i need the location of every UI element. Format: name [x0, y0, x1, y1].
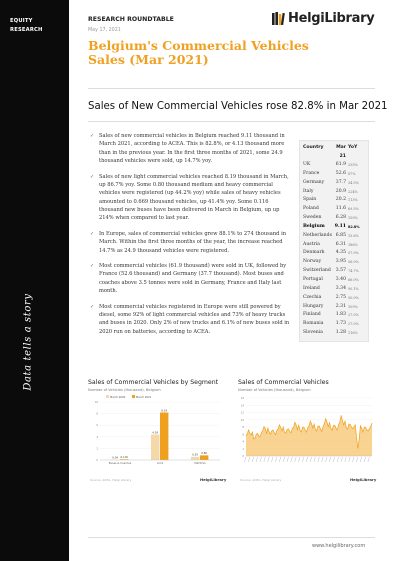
x-tick-mark [356, 457, 358, 462]
cell-value: 4.35 [335, 250, 346, 256]
data-point [356, 438, 357, 439]
x-tick-mark [318, 457, 320, 462]
bullet-text: Sales of new light commercial vehicles reached 8.19 thousand in March, up 86.7% yoy. Some 0.80 thousand medium and heavy commercial vehicles were registered (up 44.2% yoy) while sales of heavy vehicles amounted to 0.669 thousand vehicles, up 41.4% yoy. Some 0.116 thousand new buses have been delivered in March in Belgium, up up 214% when compared to last year. [99, 173, 289, 222]
check-icon: ✓ [90, 230, 95, 237]
page-title: Belgium's Commercial Vehicles Sales (Mar 2021) [88, 38, 309, 67]
data-point [363, 432, 364, 433]
cell-country: Belgium [303, 223, 325, 229]
data-point [327, 422, 328, 423]
bullet-text: Sales of new commercial vehicles in Belgium reached 9.11 thousand in March 2021, according to ACEA. This is 82.8%, or 4.13 thousand more than in the previous year. In the first three months of 2021, some 24.9 thousand vehicles were sold, up 14.7% yoy. [99, 133, 285, 165]
data-point [316, 431, 317, 432]
cell-country: UK [303, 162, 311, 167]
data-point [274, 433, 275, 434]
x-tick-mark [283, 457, 285, 462]
cell-yoy: 113% [348, 198, 358, 203]
data-point [370, 426, 371, 427]
cell-value: 20.9 [335, 188, 346, 194]
cell-yoy: 335% [348, 163, 358, 167]
data-point [286, 433, 287, 434]
x-tick-mark [260, 457, 262, 462]
data-point [322, 431, 323, 432]
y-tick-label: 12 [240, 411, 244, 415]
cell-value: 61.9 [335, 162, 346, 167]
area-fill [246, 415, 372, 456]
data-point [359, 439, 360, 440]
x-tick-mark [248, 457, 250, 462]
cell-country: Finland [303, 312, 321, 318]
y-tick-label: 8 [242, 426, 244, 429]
cell-country: Switzerland [303, 268, 331, 274]
cell-value: 6.85 [335, 232, 346, 238]
check-icon: ✓ [90, 133, 95, 139]
cell-value: 11.6 [335, 206, 346, 212]
data-point [305, 430, 306, 431]
table-row [303, 232, 365, 241]
bullet-item [90, 132, 294, 165]
cell-country: Poland [303, 206, 319, 212]
data-point [315, 429, 316, 430]
data-point [293, 427, 294, 428]
section-tag [10, 17, 43, 34]
data-point [354, 426, 355, 427]
cell-country: Portugal [303, 276, 323, 282]
section-tag-line2: RESEARCH [10, 26, 43, 33]
table-header [303, 143, 365, 161]
cell-value: 3.40 [335, 276, 346, 282]
bullet-item [90, 262, 294, 295]
table-row [303, 311, 365, 320]
cell-country: Germany [303, 179, 325, 185]
check-icon: ✓ [90, 173, 95, 180]
sidebar-slogan: Data tells a story [22, 293, 34, 391]
cell-value: 6.28 [335, 215, 346, 221]
cell-value: 3.95 [335, 259, 346, 265]
x-tick-mark [349, 457, 351, 462]
data-point [268, 428, 269, 429]
y-tick-label: 10 [94, 401, 98, 404]
y-tick-label: 16 [240, 397, 244, 400]
data-point [331, 428, 332, 429]
cell-value: 1.28 [335, 330, 346, 336]
cell-yoy: 27.0% [348, 322, 359, 327]
cell-country: Austria [303, 241, 320, 247]
x-tick-mark [295, 457, 297, 462]
x-tick-mark [314, 457, 316, 462]
table-row [303, 188, 365, 197]
table-row [303, 294, 365, 303]
data-point [282, 431, 283, 432]
bullet-item [90, 173, 294, 223]
table-row [303, 285, 365, 294]
header-yoy: YoY [348, 145, 358, 150]
cell-yoy: 74.7% [348, 269, 359, 274]
cell-value: 1.83 [335, 312, 346, 318]
data-point [255, 438, 256, 439]
cell-yoy: 90.1% [348, 286, 359, 291]
x-tick-mark [329, 457, 331, 462]
cell-value: 6.31 [335, 241, 346, 247]
data-point [364, 427, 365, 428]
segment-chart-logo: HelgiLibrary [200, 477, 227, 482]
history-chart-source: Source: ACEA, Helgi Library [240, 478, 282, 482]
cell-value: 2.75 [335, 294, 346, 300]
sidebar [0, 0, 69, 561]
cell-yoy: 56.0% [348, 260, 359, 265]
data-point [361, 428, 362, 429]
table-row [303, 267, 365, 276]
bullet-list [90, 132, 294, 343]
table-row [303, 214, 365, 223]
x-tick-mark [326, 457, 328, 462]
data-point [301, 432, 302, 433]
cell-yoy: 87% [348, 171, 356, 176]
data-point [297, 429, 298, 430]
data-point [324, 423, 325, 424]
cell-country: France [303, 170, 320, 176]
table-row [303, 258, 365, 267]
bar-data-label: 0.04 [112, 456, 119, 460]
x-tick-mark [306, 457, 308, 462]
cell-country: Denmark [303, 250, 325, 256]
x-tick-mark [291, 457, 293, 462]
data-point [259, 436, 260, 437]
section-tag-line1: EQUITY [10, 18, 33, 24]
table-row [303, 249, 365, 258]
data-point [367, 430, 368, 431]
bullet-text: In Europe, sales of commercial vehicles grew 88.1% to 274 thousand in March. Within the first three months of the year, the increase reached 14.7% as 24.9 thousand vehicles were registered. [99, 230, 287, 254]
x-tick-mark [275, 457, 277, 462]
cell-country: Italy [303, 188, 314, 194]
data-point [280, 427, 281, 428]
y-tick-label: 14 [240, 404, 244, 408]
x-tick-mark [279, 457, 281, 462]
data-point [266, 433, 267, 434]
data-point [372, 423, 373, 424]
bar-data-label: 0.55 [192, 453, 199, 457]
data-point [368, 431, 369, 432]
bar [160, 412, 168, 460]
data-point [270, 434, 271, 435]
table-row [303, 179, 365, 188]
y-tick-label: 0 [96, 459, 98, 462]
segment-chart-subtitle: Number of Vehicles (thousand), Belgium [88, 388, 161, 392]
x-tick-mark [252, 457, 254, 462]
bar-data-label: 0.116 [120, 456, 128, 460]
cell-country: Ireland [303, 285, 320, 291]
x-tick-label: Buses & Coaches [108, 462, 132, 465]
data-point [350, 424, 351, 425]
x-tick-mark [302, 457, 304, 462]
x-tick-mark [272, 457, 274, 462]
data-point [279, 425, 280, 426]
data-point [288, 429, 289, 430]
data-point [334, 425, 335, 426]
x-tick-mark [322, 457, 324, 462]
data-point [307, 427, 308, 428]
bar-data-label: 8.19 [161, 409, 168, 413]
check-icon: ✓ [90, 303, 95, 310]
data-point [273, 430, 274, 431]
cell-yoy: 82.8% [348, 224, 360, 229]
y-tick-label: 2 [242, 447, 244, 451]
data-point [349, 424, 350, 425]
data-point [319, 426, 320, 427]
table-row [303, 329, 365, 338]
table-row [303, 320, 365, 329]
logo-books-icon [271, 11, 285, 26]
data-point [320, 429, 321, 430]
data-point [345, 421, 346, 422]
data-point [340, 422, 341, 423]
y-tick-label: 0 [242, 455, 244, 458]
y-tick-label: 6 [96, 424, 98, 428]
data-point [298, 425, 299, 426]
data-point [314, 424, 315, 425]
bar [191, 457, 199, 460]
cell-country: Sweden [303, 215, 322, 221]
x-tick-mark [360, 457, 362, 462]
data-point [360, 426, 361, 427]
data-point [328, 426, 329, 427]
table-row [303, 276, 365, 285]
data-point [269, 431, 270, 432]
data-point [271, 431, 272, 432]
legend-label: March 2020 [110, 396, 126, 399]
data-point [262, 430, 263, 431]
table-row [303, 196, 365, 205]
data-point [302, 427, 303, 428]
x-tick-mark [245, 457, 247, 462]
check-icon: ✓ [90, 263, 95, 270]
x-tick-mark [353, 457, 355, 462]
data-point [250, 433, 251, 434]
data-point [336, 428, 337, 429]
data-point [318, 426, 319, 427]
cell-country: Spain [303, 197, 317, 203]
segment-chart-source: Source: ACEA, Helgi Library [90, 478, 132, 482]
cell-yoy: 15.6% [348, 233, 359, 238]
history-area-chart [236, 394, 376, 476]
data-point [332, 430, 333, 431]
data-point [365, 427, 366, 428]
data-point [256, 434, 257, 435]
data-point [304, 427, 305, 428]
segment-chart-title: Sales of Commercial Vehicles by Segment [88, 379, 219, 386]
y-tick-label: 10 [240, 418, 244, 422]
cell-value: 52.6 [335, 170, 346, 176]
headline-divider [88, 121, 375, 122]
data-point [278, 429, 279, 430]
data-point [265, 428, 266, 429]
bullet-item [90, 230, 294, 255]
cell-country: Czechia [303, 294, 322, 300]
cell-yoy: 57.9% [348, 251, 359, 256]
logo-text: HelgiLibrary [288, 11, 375, 26]
table-row [303, 161, 365, 170]
history-chart-logo: HelgiLibrary [350, 477, 377, 482]
data-point [313, 428, 314, 429]
x-tick-label: M&HCVs [194, 462, 206, 465]
publish-date: May 17, 2021 [88, 28, 121, 33]
x-tick-mark [341, 457, 343, 462]
cell-value: 9.11 [334, 223, 346, 229]
x-tick-label: LCVs [156, 462, 164, 465]
data-point [252, 432, 253, 433]
data-point [358, 448, 359, 449]
header-country: Country [303, 145, 324, 150]
cell-value: 3.34 [335, 285, 346, 291]
y-tick-label: 8 [96, 412, 98, 416]
x-tick-mark [310, 457, 312, 462]
x-tick-mark [287, 457, 289, 462]
data-point [277, 430, 278, 431]
cell-country: Slovenia [303, 330, 323, 336]
data-point [295, 422, 296, 423]
data-point [341, 415, 342, 416]
data-point [251, 435, 252, 436]
data-point [338, 425, 339, 426]
y-tick-label: 6 [242, 433, 244, 437]
x-tick-mark [364, 457, 366, 462]
cell-value: 37.7 [335, 179, 346, 185]
data-point [352, 429, 353, 430]
cell-value: 1.73 [335, 321, 346, 327]
cell-yoy: 109% [348, 304, 358, 309]
header-divider [88, 88, 375, 89]
cell-yoy: 66.0% [348, 277, 359, 282]
data-point [351, 427, 352, 428]
bullet-text: Most commercial vehicles registered in Europe were still powered by diesel, some 92% of light commercial vehicles and 73% of heavy trucks and buses in 2020. Only 2% of new trucks and 6.1% of new buses sold in 2020 run on batteries, according to ACEA. [99, 303, 290, 335]
cell-yoy: 159% [348, 216, 358, 221]
legend-swatch [106, 395, 109, 398]
data-point [296, 425, 297, 426]
cell-country: Romania [303, 321, 324, 327]
y-tick-label: 4 [96, 435, 98, 439]
cell-yoy: 27.0% [348, 313, 359, 318]
history-chart-title: Sales of Commercial Vehicles [238, 379, 329, 386]
data-point [264, 426, 265, 427]
data-point [284, 432, 285, 433]
table-row [303, 303, 365, 312]
data-point [346, 427, 347, 428]
data-point [257, 433, 258, 434]
helgi-library-logo[interactable] [271, 11, 374, 26]
x-tick-mark [368, 457, 370, 462]
cell-value: 2.31 [335, 303, 346, 309]
x-tick-mark [299, 457, 301, 462]
data-point [325, 418, 326, 419]
data-point [248, 430, 249, 431]
data-point [329, 422, 330, 423]
data-point [291, 433, 292, 434]
cell-yoy: 69.5% [348, 207, 359, 212]
bar-data-label: 0.80 [201, 452, 208, 456]
data-point [311, 423, 312, 424]
data-point [355, 425, 356, 426]
cell-value: 20.2 [335, 197, 346, 203]
data-point [369, 429, 370, 430]
header-value: Mar 21 [336, 145, 346, 159]
data-point [247, 434, 248, 435]
cell-yoy: 224% [348, 189, 358, 194]
data-point [283, 427, 284, 428]
data-point [333, 425, 334, 426]
x-tick-mark [345, 457, 347, 462]
table-row [303, 223, 365, 232]
footer-divider [88, 537, 375, 538]
data-point [261, 433, 262, 434]
cell-value: 3.57 [335, 268, 346, 274]
legend-label: March 2021 [136, 396, 152, 399]
cell-yoy: 34.5% [348, 180, 359, 185]
cell-country: Netherlands [303, 232, 332, 238]
data-point [289, 431, 290, 432]
bar [200, 455, 208, 460]
cell-country: Norway [303, 259, 322, 265]
data-point [300, 430, 301, 431]
cell-yoy: 116% [348, 331, 358, 336]
x-tick-mark [337, 457, 339, 462]
data-point [342, 420, 343, 421]
x-tick-mark [268, 457, 270, 462]
data-point [323, 426, 324, 427]
data-point [275, 434, 276, 435]
x-tick-mark [264, 457, 266, 462]
y-tick-label: 4 [242, 440, 244, 444]
data-point [309, 426, 310, 427]
bullet-text: Most commercial vehicles (61.9 thousand) were sold in UK, followed by France (52.6 thousand) and Germany (37.7 thousand). Most buses and coaches above 3.5 tonnes were sold in Germany, France and Italy last month. [99, 263, 287, 295]
data-point [306, 432, 307, 433]
table-body [303, 161, 365, 338]
cell-yoy: 50.0% [348, 295, 359, 300]
data-point [337, 430, 338, 431]
country-sales-table [299, 140, 369, 342]
data-point [343, 425, 344, 426]
data-point [260, 437, 261, 438]
y-tick-label: 2 [96, 447, 98, 451]
cell-country: Hungary [303, 303, 324, 309]
table-row [303, 170, 365, 179]
history-chart-subtitle: Number of Vehicles (thousand), Belgium [238, 388, 311, 392]
bar [151, 435, 159, 460]
x-tick-mark [333, 457, 335, 462]
x-tick-mark [256, 457, 258, 462]
data-point [310, 421, 311, 422]
footer-url[interactable]: www.helgilibrary.com [312, 543, 366, 549]
segment-bar-chart [86, 394, 226, 472]
data-point [347, 429, 348, 430]
bar-data-label: 4.39 [152, 431, 159, 435]
data-point [246, 435, 247, 436]
table-row [303, 241, 365, 250]
data-point [253, 439, 254, 440]
cell-yoy: 186% [348, 242, 358, 247]
headline: Sales of New Commercial Vehicles rose 82.8% in Mar 2021 [88, 101, 388, 112]
data-point [292, 428, 293, 429]
data-point [287, 429, 288, 430]
table-row [303, 205, 365, 214]
report-series: RESEARCH ROUNDTABLE [88, 16, 174, 23]
legend-swatch [132, 395, 135, 398]
bullet-item [90, 303, 294, 336]
